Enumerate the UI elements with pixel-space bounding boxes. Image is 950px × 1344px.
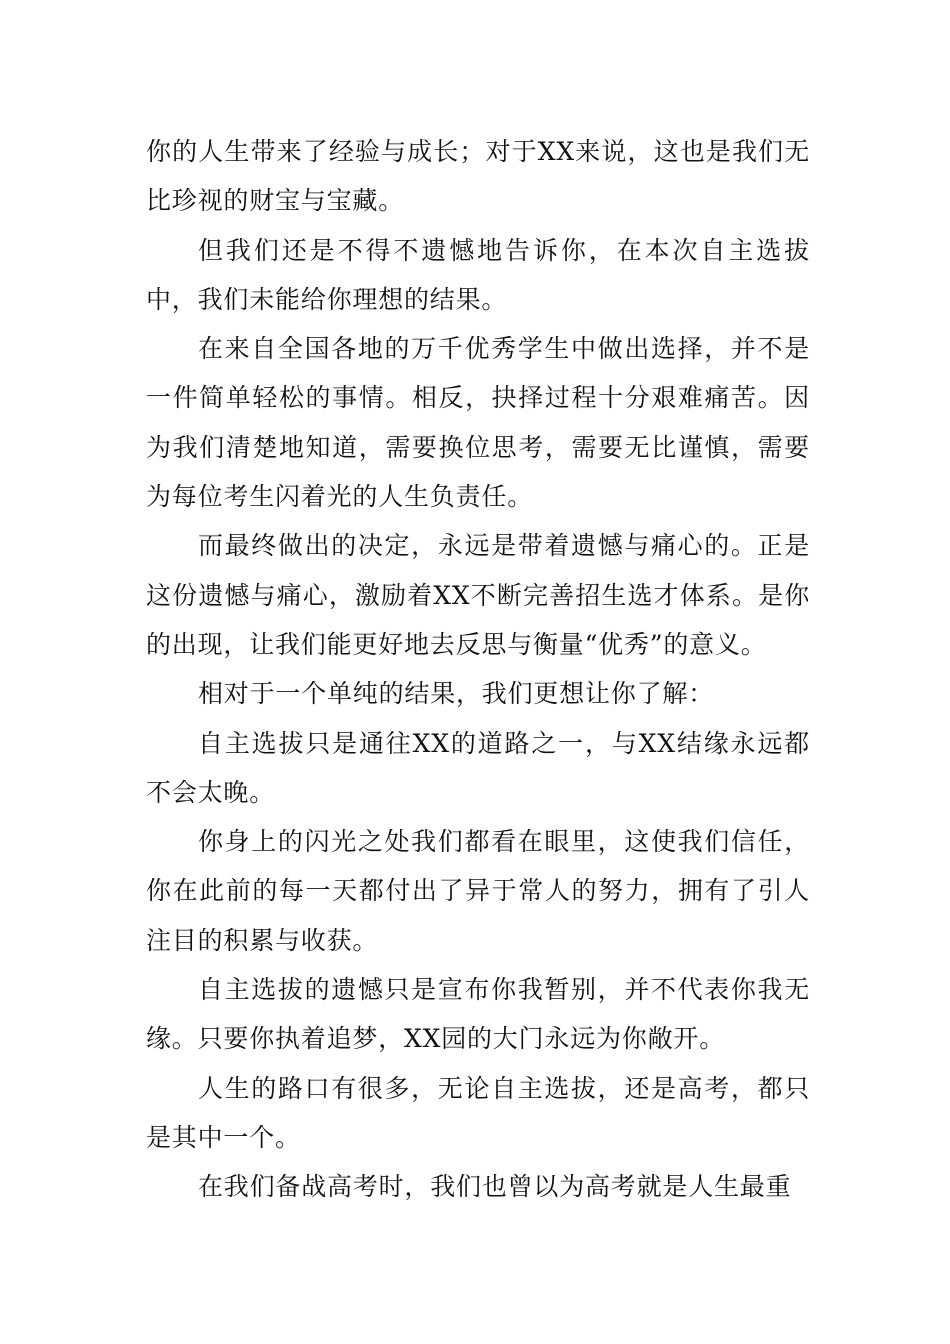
paragraph-5: 相对于一个单纯的结果，我们更想让你了解： bbox=[198, 679, 715, 709]
paragraph-3: 在来自全国各地的万千优秀学生中做出选择，并不是一件简单轻松的事情。相反，抉择过程十分艰难痛苦。因为我们清楚地知道，需要换位思考，需要无比谨慎，需要为每位考生闪着光的人生负责任。 bbox=[146, 334, 810, 512]
document-body bbox=[146, 127, 810, 1212]
paragraph-8: 自主选拔的遗憾只是宣布你我暂别，并不代表你我无缘。只要你执着追梦，XX园的大门永远为你敞开。 bbox=[146, 975, 810, 1054]
paragraph-4: 而最终做出的决定，永远是带着遗憾与痛心的。正是这份遗憾与痛心，激励着XX不断完善招生选才体系。是你的出现，让我们能更好地去反思与衡量“优秀”的意义。 bbox=[146, 531, 810, 659]
paragraph-6: 自主选拔只是通往XX的道路之一，与XX结缘永远都不会太晚。 bbox=[146, 728, 810, 807]
paragraph-10: 在我们备战高考时，我们也曾以为高考就是人生最重 bbox=[198, 1172, 792, 1202]
paragraph-1: 你的人生带来了经验与成长；对于XX来说，这也是我们无比珍视的财宝与宝藏。 bbox=[146, 137, 810, 216]
paragraph-9: 人生的路口有很多，无论自主选拔，还是高考，都只是其中一个。 bbox=[146, 1073, 810, 1152]
paragraph-7: 你身上的闪光之处我们都看在眼里，这使我们信任，你在此前的每一天都付出了异于常人的努力，拥有了引人注目的积累与收获。 bbox=[146, 827, 810, 955]
paragraph-2: 但我们还是不得不遗憾地告诉你，在本次自主选拔中，我们未能给你理想的结果。 bbox=[146, 235, 810, 314]
